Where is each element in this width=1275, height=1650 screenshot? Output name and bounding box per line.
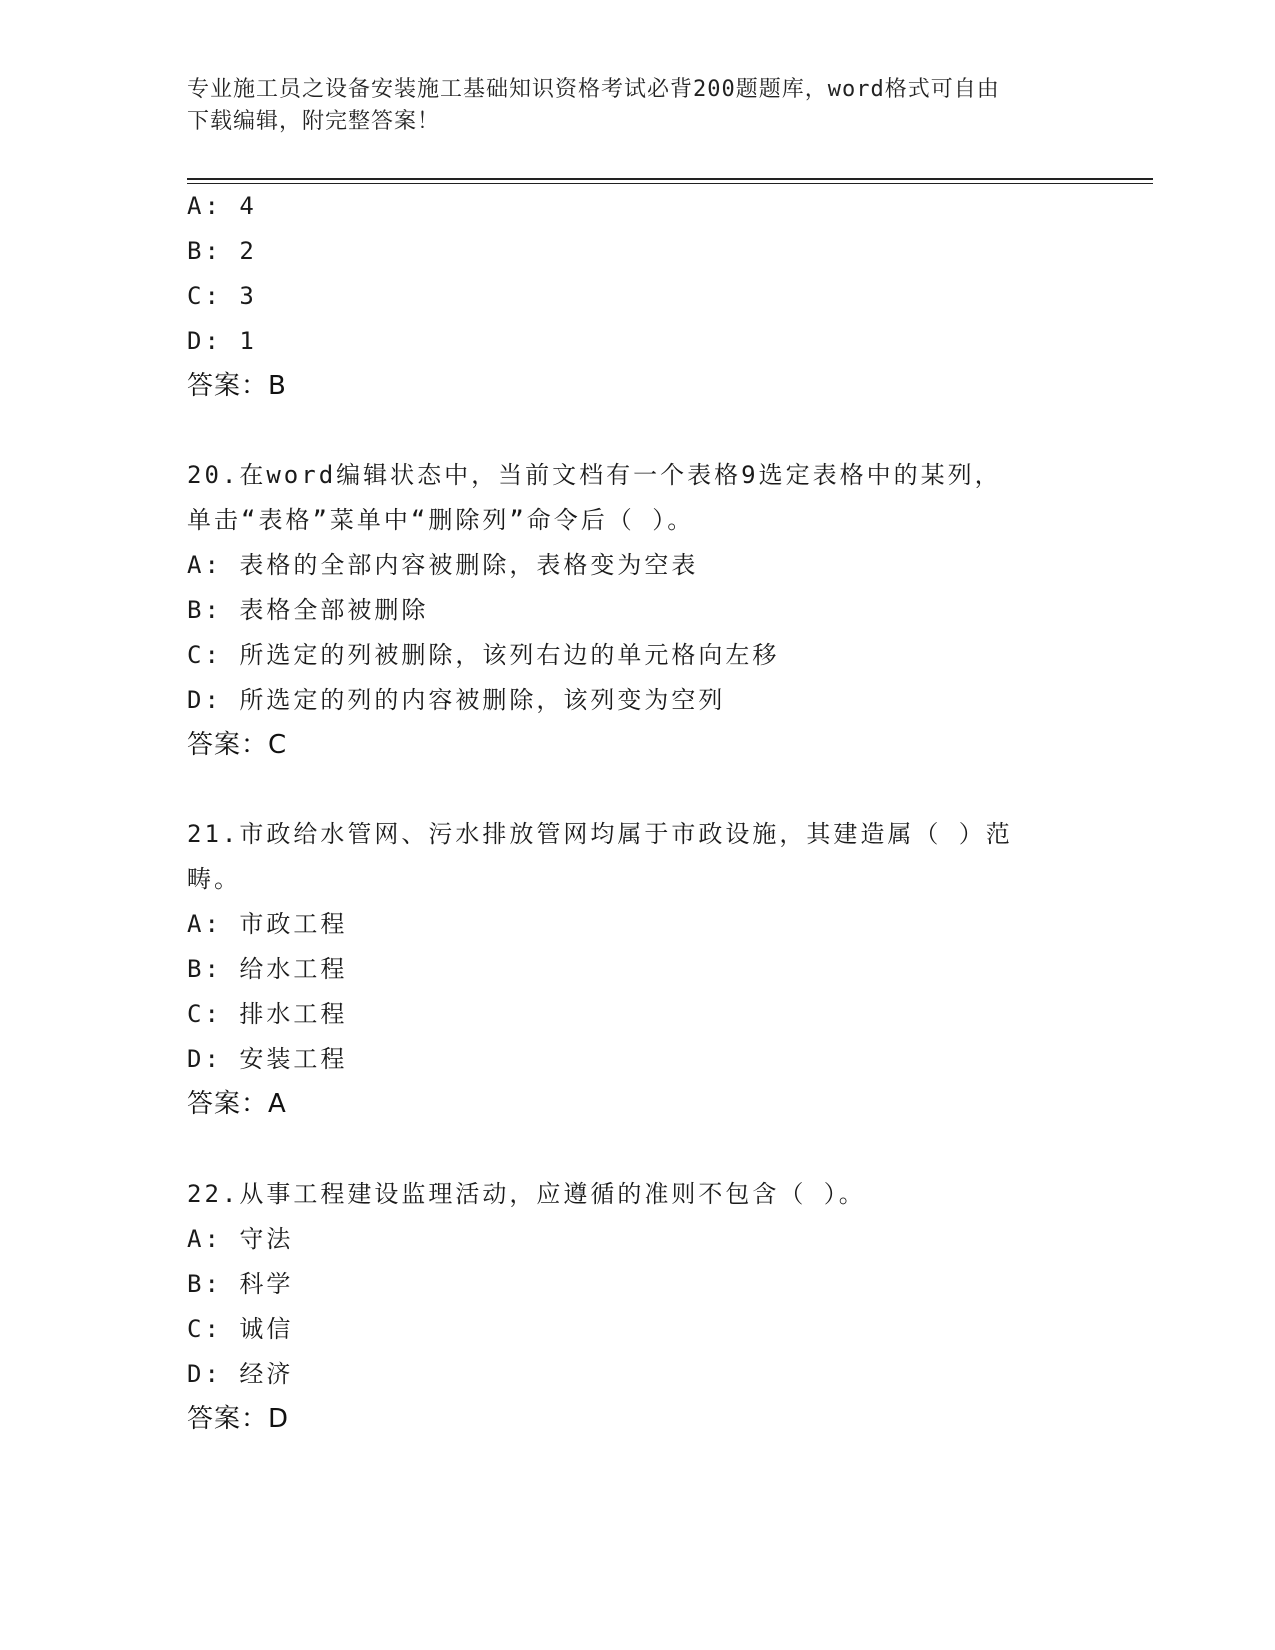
q22-option-d: D: 经济	[187, 1360, 294, 1388]
header-divider-thick	[187, 178, 1153, 180]
q20-option-c: C: 所选定的列被删除，该列右边的单元格向左移	[187, 641, 780, 669]
q20-option-b: B: 表格全部被删除	[187, 596, 429, 624]
q19-option-b: B: 2	[187, 237, 257, 265]
q21-stem-line-2: 畴。	[187, 865, 241, 893]
q21-stem-line-1: 21.市政给水管网、污水排放管网均属于市政设施，其建造属（ ）范	[187, 820, 1013, 848]
q21-option-b: B: 给水工程	[187, 955, 348, 983]
q20-stem-line-1: 20.在word编辑状态中，当前文档有一个表格9选定表格中的某列，	[187, 461, 1002, 489]
header-divider-thin	[187, 183, 1153, 184]
q22-stem-line-1: 22.从事工程建设监理活动，应遵循的准则不包含（ ）。	[187, 1180, 866, 1208]
q20-stem-line-2: 单击“表格”菜单中“删除列”命令后（ ）。	[187, 506, 695, 534]
q22-option-c: C: 诚信	[187, 1315, 294, 1343]
q22-answer: 答案：D	[187, 1404, 290, 1434]
q20-option-a: A: 表格的全部内容被删除，表格变为空表	[187, 551, 699, 579]
q19-option-c: C: 3	[187, 282, 257, 310]
q20-answer: 答案：C	[187, 730, 288, 760]
q22-option-a: A: 守法	[187, 1225, 294, 1253]
header-line-1: 专业施工员之设备安装施工基础知识资格考试必背200题题库，word格式可自由	[187, 77, 1000, 102]
q21-answer: 答案：A	[187, 1089, 287, 1119]
document-header	[187, 74, 1087, 138]
q21-option-d: D: 安装工程	[187, 1045, 348, 1073]
header-line-2: 下载编辑，附完整答案！	[187, 109, 441, 134]
q19-option-a: A: 4	[187, 192, 257, 220]
q19-option-d: D: 1	[187, 327, 257, 355]
q20-option-d: D: 所选定的列的内容被删除，该列变为空列	[187, 686, 726, 714]
q21-option-c: C: 排水工程	[187, 1000, 348, 1028]
q21-option-a: A: 市政工程	[187, 910, 348, 938]
q22-option-b: B: 科学	[187, 1270, 294, 1298]
q19-answer: 答案：B	[187, 371, 287, 401]
